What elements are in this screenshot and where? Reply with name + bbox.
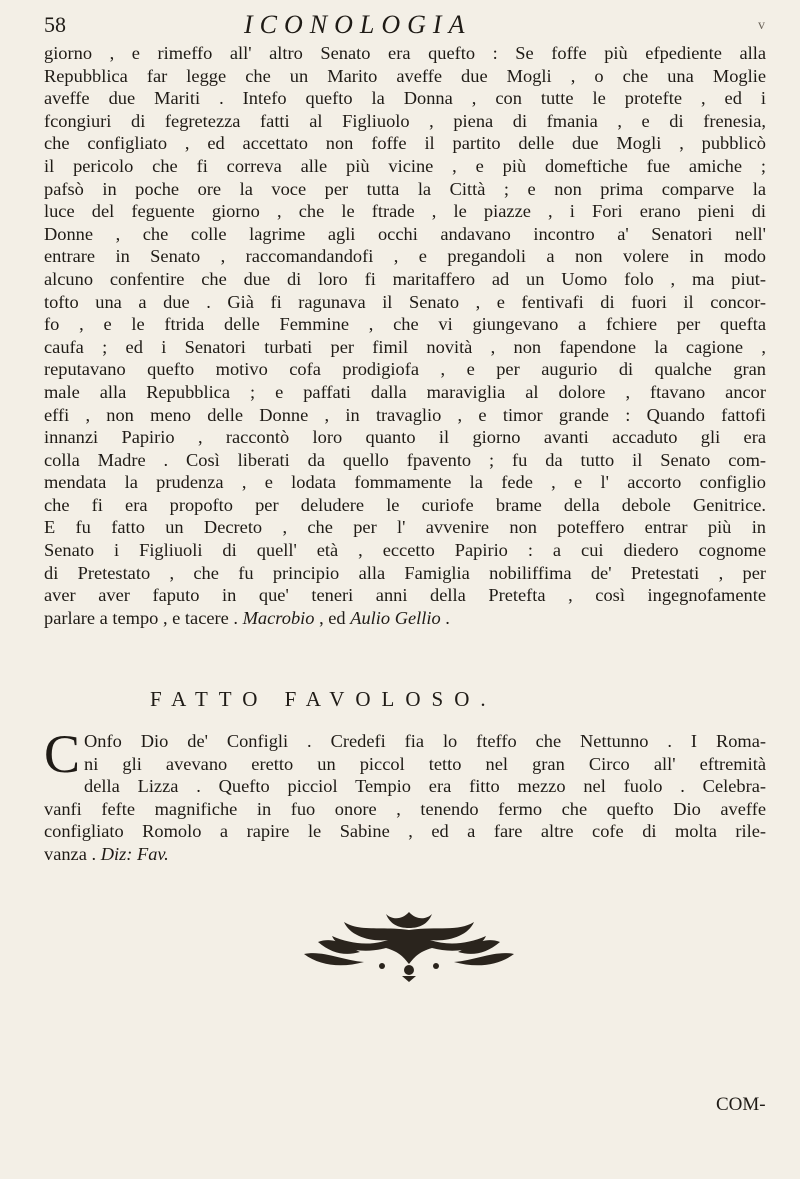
text-line: mendata la prudenza , e lodata fommamente la fede , e l' accorto configlio (44, 472, 766, 493)
text-line: Onfo Dio de' Configli . Credefi fia lo fteffo che Nettunno . I Roma- (84, 731, 766, 751)
section-title: FATTO FAVOLOSO. (150, 687, 497, 711)
running-title: ICONOLOGIA (244, 10, 472, 39)
text-line: fo , e le ftrida delle Femmine , che vi giungevano a fchiere per quefta (44, 314, 766, 335)
text-line: di Pretestato , che fu principio alla Famiglia nobiliffima de' Pretestati , per (44, 562, 766, 583)
text-line (44, 607, 766, 630)
text-line: Repubblica far legge che un Marito aveffe due Mogli , o che una Moglie (44, 65, 766, 86)
text-line: male alla Repubblica ; e paffati dalla maraviglia al dolore , ftavano ancor (44, 381, 766, 402)
text-line: vanfi fefte magnifiche in fuo onore , tenendo fermo che quefto Dio aveffe (44, 798, 766, 819)
text-line: il pericolo che fi correva alle più vicine , e più domeftiche fue amiche ; (44, 155, 766, 176)
citation-author: Macrobio (242, 607, 315, 628)
text-line: colla Madre . Così liberati da quello fpavento ; fu da tutto il Senato com- (44, 449, 766, 470)
citation-end: . (445, 607, 450, 628)
text-line: innanzi Papirio , raccontò loro quanto il giorno avanti accaduto gli era (44, 427, 766, 448)
citation-author: Aulio Gellio (350, 607, 441, 628)
text-line: tofto una a due . Già fi ragunava il Senato , e fentivafi di fuori il concor- (44, 291, 766, 312)
paragraph-papirio (44, 42, 766, 629)
text-line-final: parlare a tempo , e tacere . (44, 607, 238, 628)
text-line: aveffe due Mariti . Intefo quefto la Donna , con tutte le protefte , ed i (44, 88, 766, 109)
page-number: 58 (44, 12, 66, 37)
paragraph-conso (44, 724, 766, 866)
catchword: COM- (716, 1094, 766, 1115)
printer-ornament-icon (298, 906, 520, 982)
citation-connector: , ed (319, 607, 346, 628)
text-line: aver aver faputo in que' teneri anni della Pretefta , così ingegnofamente (44, 585, 766, 606)
text-line: caufa ; ed i Senatori turbati per fimil novità , non fapendone la cagione , (44, 336, 766, 357)
text-line: luce del feguente giorno , che le ftrade , le piazze , i Fori erano pieni di (44, 201, 766, 222)
text-line: Donne , che colle lagrime agli occhi andavano incontro a' Senatori nell' (44, 223, 766, 244)
reference-citation: Diz: Fav. (100, 843, 169, 864)
text-line: Senato i Figliuoli di quell' età , eccetto Papirio : a cui diedero cognome (44, 540, 766, 561)
text-line: effi , non meno delle Donne , in travaglio , e timor grande : Quando fattofi (44, 404, 766, 425)
drop-cap: C (44, 724, 81, 784)
text-line: della Lizza . Quefto picciol Tempio era fitto mezzo nel fuolo . Celebra- (84, 776, 766, 797)
text-line: ni gli avevano eretto un piccol tetto nel gran Circo all' eftremità (84, 753, 766, 774)
text-line: giorno , e rimeffo all' altro Senato era quefto : Se foffe più efpediente alla (44, 43, 766, 63)
text-line: che fi era propofto per deludere le curiofe brame della debole Genitrice. (44, 494, 766, 515)
text-line: pafsò in poche ore la voce per tutta la Città ; e non prima comparve la (44, 178, 766, 199)
corner-mark: v (758, 18, 765, 33)
text-line: entrare in Senato , raccomandandofi , e pregandoli a non volere in modo (44, 246, 766, 267)
text-line: reputavano quefto motivo cofa prodigiofa , e per augurio di qualche gran (44, 359, 766, 380)
text-line: E fu fatto un Decreto , che per l' avvenire non poteffero entrar più in (44, 517, 766, 538)
text-line: alcuno confentire che due di loro fi maritaffero ad un Uomo folo , ma piut- (44, 268, 766, 289)
text-line: che configliato , ed accettato non foffe il partito delle due Mogli , pubblicò (44, 133, 766, 154)
text-line-final: vanza . (44, 843, 97, 864)
text-line: fcongiuri di fegretezza fatti al Figliuolo , piena di fmania , e di frenesia, (44, 110, 766, 131)
text-line (44, 843, 766, 866)
page-header (44, 10, 764, 44)
text-line: configliato Romolo a rapire le Sabine , ed a fare altre cofe di molta rile- (44, 821, 766, 842)
